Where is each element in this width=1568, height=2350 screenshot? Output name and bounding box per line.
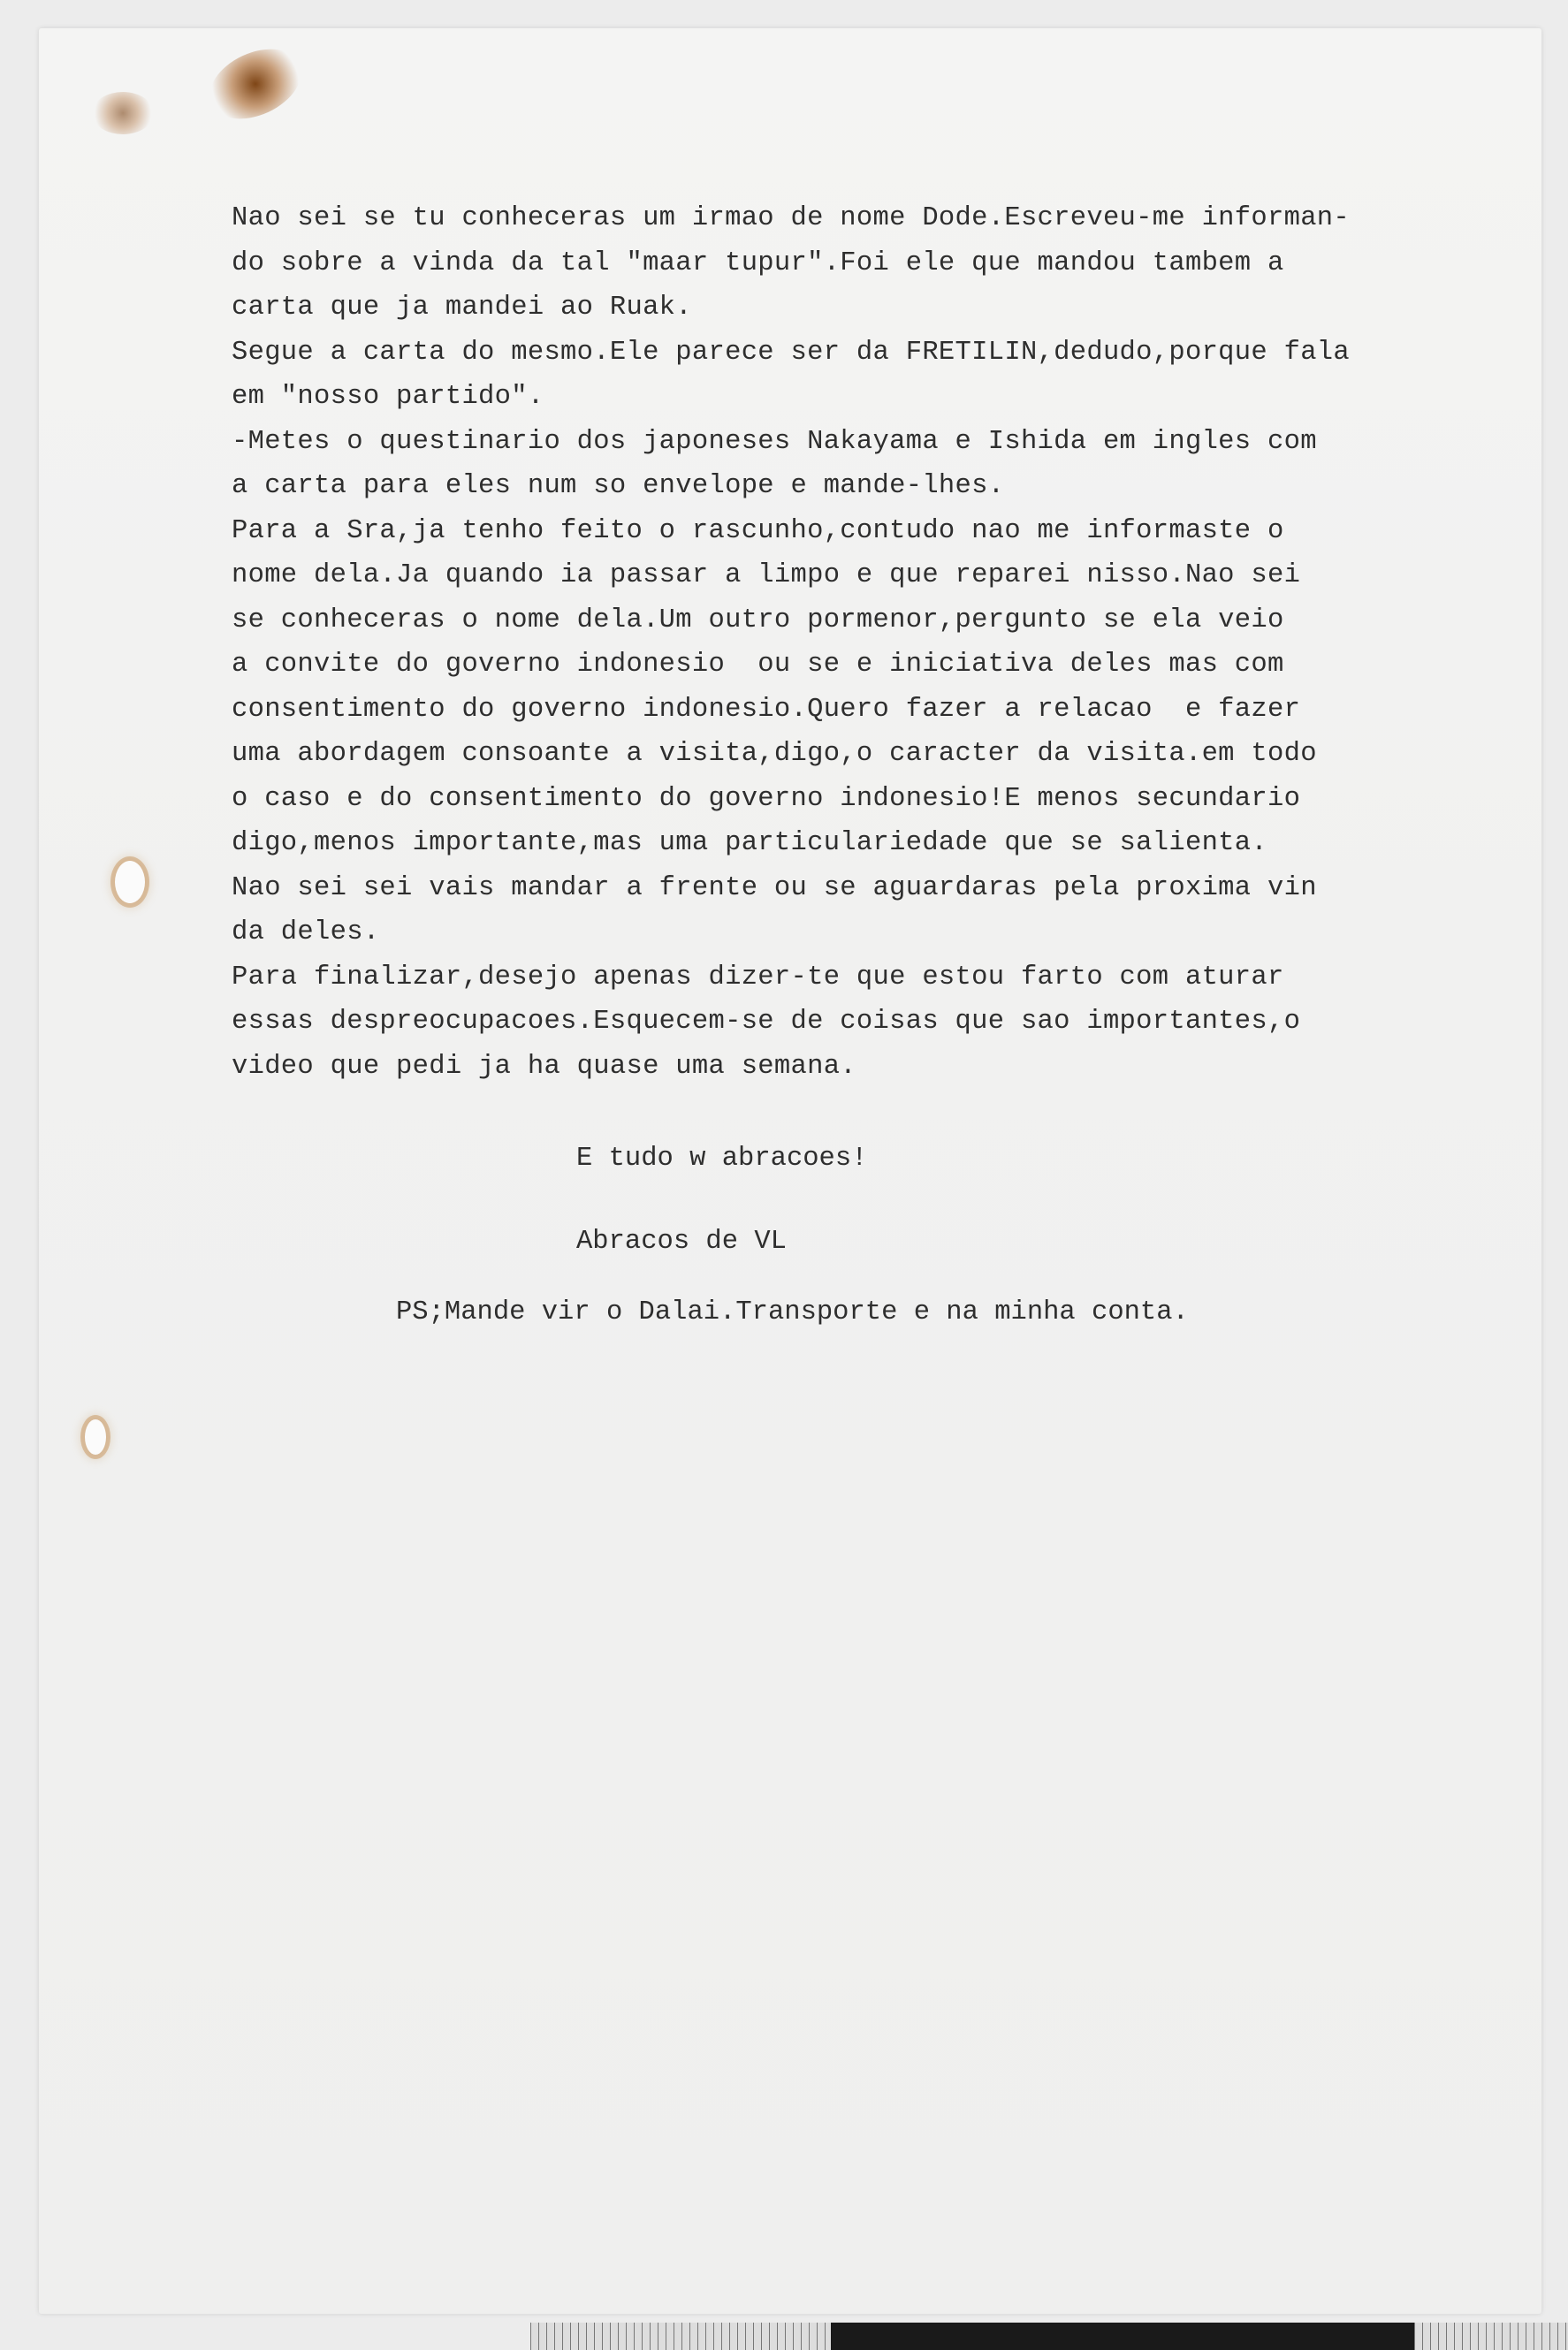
letter-line: nome dela.Ja quando ia passar a limpo e que reparei nisso.Nao sei bbox=[232, 560, 1301, 590]
letter-line: a carta para eles num so envelope e mande-lhes. bbox=[232, 471, 1005, 501]
letter-line: digo,menos importante,mas uma particulariedade que se salienta. bbox=[232, 828, 1267, 858]
postscript: PS;Mande vir o Dalai.Transporte e na minha conta. bbox=[396, 1297, 1189, 1327]
signature: Abracos de VL bbox=[576, 1227, 787, 1257]
letter-line: -Metes o questinario dos japoneses Nakayama e Ishida em ingles com bbox=[232, 426, 1317, 457]
letter-line: uma abordagem consoante a visita,digo,o caracter da visita.em todo bbox=[232, 739, 1317, 769]
letter-line: Para a Sra,ja tenho feito o rascunho,contudo nao me informaste o bbox=[232, 515, 1284, 546]
letter-line: Nao sei se tu conheceras um irmao de nome Dode.Escreveu-me informan- bbox=[232, 203, 1351, 233]
punch-hole-bottom bbox=[85, 1419, 106, 1455]
rust-stain bbox=[198, 35, 312, 133]
letter-line: essas despreocupacoes.Esquecem-se de coisas que sao importantes,o bbox=[232, 1007, 1301, 1037]
closing-line: E tudo w abracoes! bbox=[576, 1144, 868, 1174]
letter-line: se conheceras o nome dela.Um outro pormenor,pergunto se ela veio bbox=[232, 605, 1284, 635]
letter-line: Nao sei sei vais mandar a frente ou se aguardaras pela proxima vin bbox=[232, 872, 1317, 903]
letter-line: consentimento do governo indonesio.Quero fazer a relacao e fazer bbox=[232, 694, 1301, 725]
scale-bar-black-segment bbox=[1123, 2323, 1414, 2350]
letter-line: em "nosso partido". bbox=[232, 382, 544, 412]
letter-line: do sobre a vinda da tal "maar tupur".Foi ele que mandou tambem a bbox=[232, 247, 1284, 278]
scale-bar-black-segment bbox=[831, 2323, 1123, 2350]
scale-bar-ticks bbox=[1414, 2323, 1568, 2350]
letter-body bbox=[232, 196, 1487, 1089]
punch-hole-top bbox=[115, 861, 145, 903]
letter-line: Para finalizar,desejo apenas dizer-te que estou farto com aturar bbox=[232, 962, 1284, 992]
letter-line: Segue a carta do mesmo.Ele parece ser da FRETILIN,dedudo,porque fala bbox=[232, 337, 1351, 368]
letter-line: a convite do governo indonesio ou se e iniciativa deles mas com bbox=[232, 650, 1284, 680]
scale-bar bbox=[530, 2323, 1568, 2350]
scale-bar-ticks bbox=[530, 2323, 831, 2350]
letter-line: video que pedi ja ha quase uma semana. bbox=[232, 1051, 856, 1082]
rust-stain bbox=[92, 92, 154, 134]
letter-line: carta que ja mandei ao Ruak. bbox=[232, 293, 692, 323]
letter-line: o caso e do consentimento do governo indonesio!E menos secundario bbox=[232, 783, 1301, 814]
typewritten-letter-page bbox=[39, 28, 1541, 2314]
letter-line: da deles. bbox=[232, 917, 380, 947]
